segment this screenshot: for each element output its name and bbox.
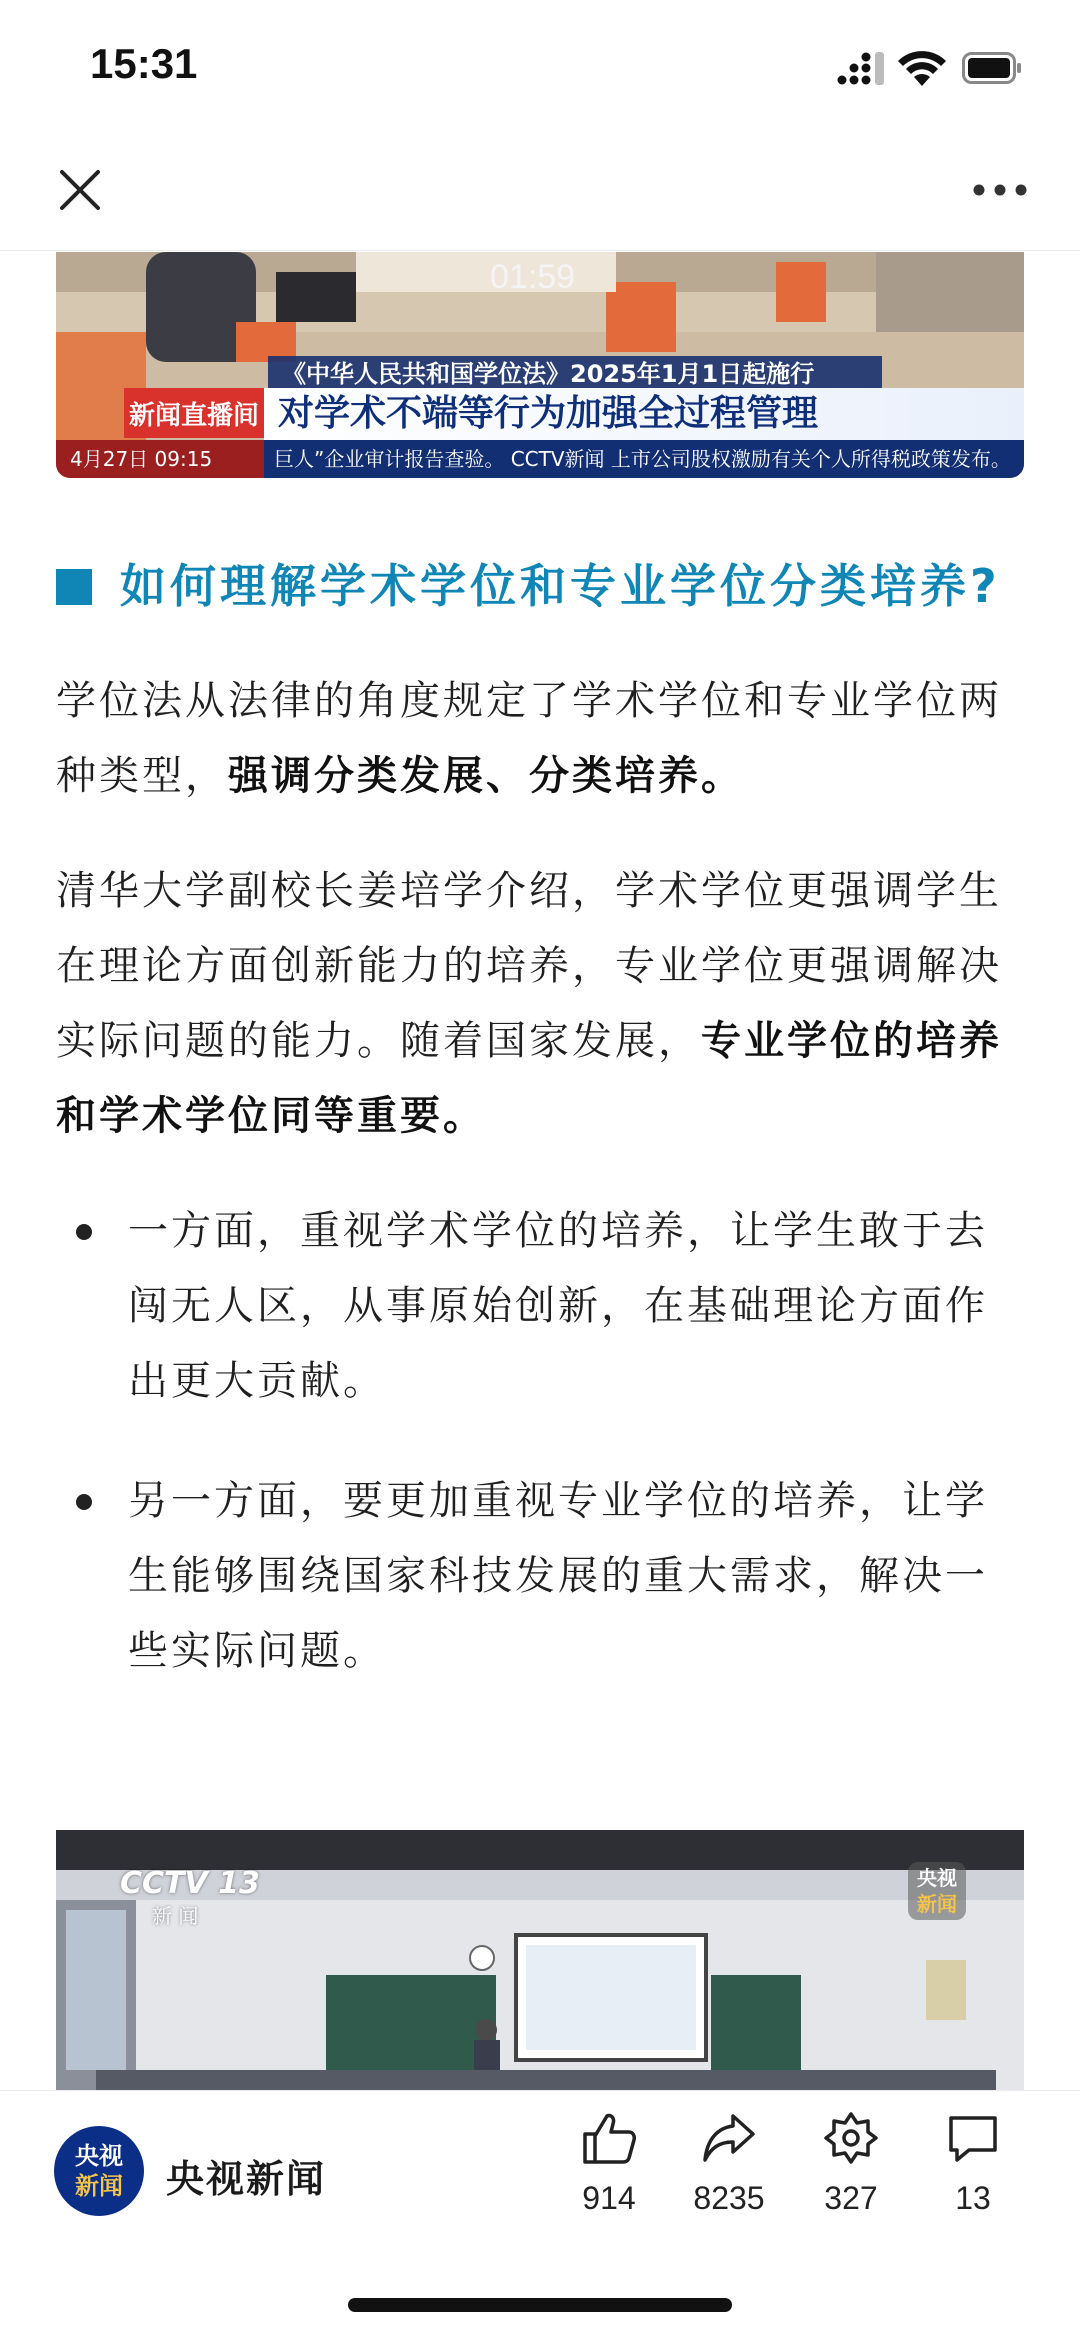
- close-button[interactable]: [50, 160, 110, 220]
- list-item-text: 一方面，重视学术学位的培养，让学生敢于去闯无人区，从事原始创新，在基础理论方面作出更大贡献。: [128, 1208, 988, 1404]
- list-item: [56, 1194, 1024, 1419]
- section-heading: [56, 548, 1024, 624]
- channel-logo: CCTV 13: [120, 1866, 260, 1901]
- caption-top-line: 《中华人民共和国学位法》2025年1月1日起施行: [268, 356, 882, 392]
- status-time: 15:31: [90, 40, 198, 87]
- caption-ticker: 巨人”企业审计报告查验。 CCTV新闻 上市公司股权激励有关个人所得税政策发布。: [264, 440, 1024, 478]
- channel-avatar[interactable]: [54, 2126, 144, 2216]
- close-icon: [58, 168, 102, 212]
- more-options-button[interactable]: [965, 160, 1035, 220]
- avatar-line2: 新闻: [75, 2172, 123, 2200]
- home-indicator[interactable]: [348, 2298, 732, 2312]
- corner-watermark: [908, 1862, 966, 1920]
- battery-icon: [962, 52, 1022, 84]
- share-count: 8235: [693, 2180, 765, 2216]
- comment-count: 13: [955, 2180, 991, 2216]
- paragraph-2-text: 清华大学副校长姜培学介绍，学术学位更强调学生在理论方面创新能力的培养，专业学位更强调解决实际问题的能力。随着国家发展，: [56, 868, 1002, 1064]
- corner-watermark-line1: 央视: [917, 1866, 957, 1890]
- favorite-button[interactable]: [796, 2110, 906, 2240]
- section-heading-text: 如何理解学术学位和专业学位分类培养?: [120, 559, 1001, 613]
- favorite-count: 327: [824, 2180, 878, 2216]
- program-badge: 新闻直播间: [124, 388, 264, 438]
- cellular-signal-icon: [836, 52, 886, 86]
- video-timer: 01:59: [490, 258, 576, 296]
- comment-button[interactable]: [918, 2110, 1028, 2240]
- paragraph-1-text: 学位法从法律的角度规定了学术学位和专业学位两种类型，: [56, 678, 1002, 799]
- bullet-list: [56, 1194, 1024, 1689]
- corner-watermark-line2: 新闻: [917, 1892, 957, 1916]
- more-icon: [972, 183, 1028, 197]
- caption-date-time: 4月27日 09:15: [56, 440, 278, 478]
- wifi-icon: [896, 48, 948, 88]
- share-arrow-icon: [701, 2110, 757, 2166]
- bullet-dot-icon: [76, 1494, 92, 1510]
- lecture-video-frame[interactable]: [56, 1830, 1024, 2090]
- list-item: [56, 1464, 1024, 1689]
- avatar-line1: 央视: [75, 2142, 123, 2170]
- favorite-badge-icon: [823, 2110, 879, 2166]
- bullet-dot-icon: [76, 1224, 92, 1240]
- paragraph-1-bold: 强调分类发展、分类培养。: [228, 753, 744, 799]
- channel-logo-subtitle: 新 闻: [152, 1904, 199, 1928]
- paragraph-2-bold: 专业学位的培养和学术学位同等重要。: [56, 1018, 1002, 1139]
- like-button[interactable]: [554, 2110, 664, 2240]
- comment-bubble-icon: [945, 2110, 1001, 2166]
- article-body: [56, 548, 1024, 1734]
- caption-headline: 对学术不端等行为加强全过程管理: [264, 388, 1024, 440]
- like-count: 914: [582, 2180, 636, 2216]
- status-bar: [0, 0, 1080, 140]
- paragraph-2: [56, 854, 1024, 1154]
- share-button[interactable]: [674, 2110, 784, 2240]
- list-item-text: 另一方面，要更加重视专业学位的培养，让学生能够围绕国家科技发展的重大需求，解决一些实际问题。: [128, 1478, 988, 1674]
- top-nav-bar: [0, 140, 1080, 251]
- thumbs-up-icon: [581, 2110, 637, 2166]
- channel-name[interactable]: 央视新闻: [166, 2157, 327, 2201]
- paragraph-1: [56, 664, 1024, 814]
- heading-square-icon: [56, 569, 92, 605]
